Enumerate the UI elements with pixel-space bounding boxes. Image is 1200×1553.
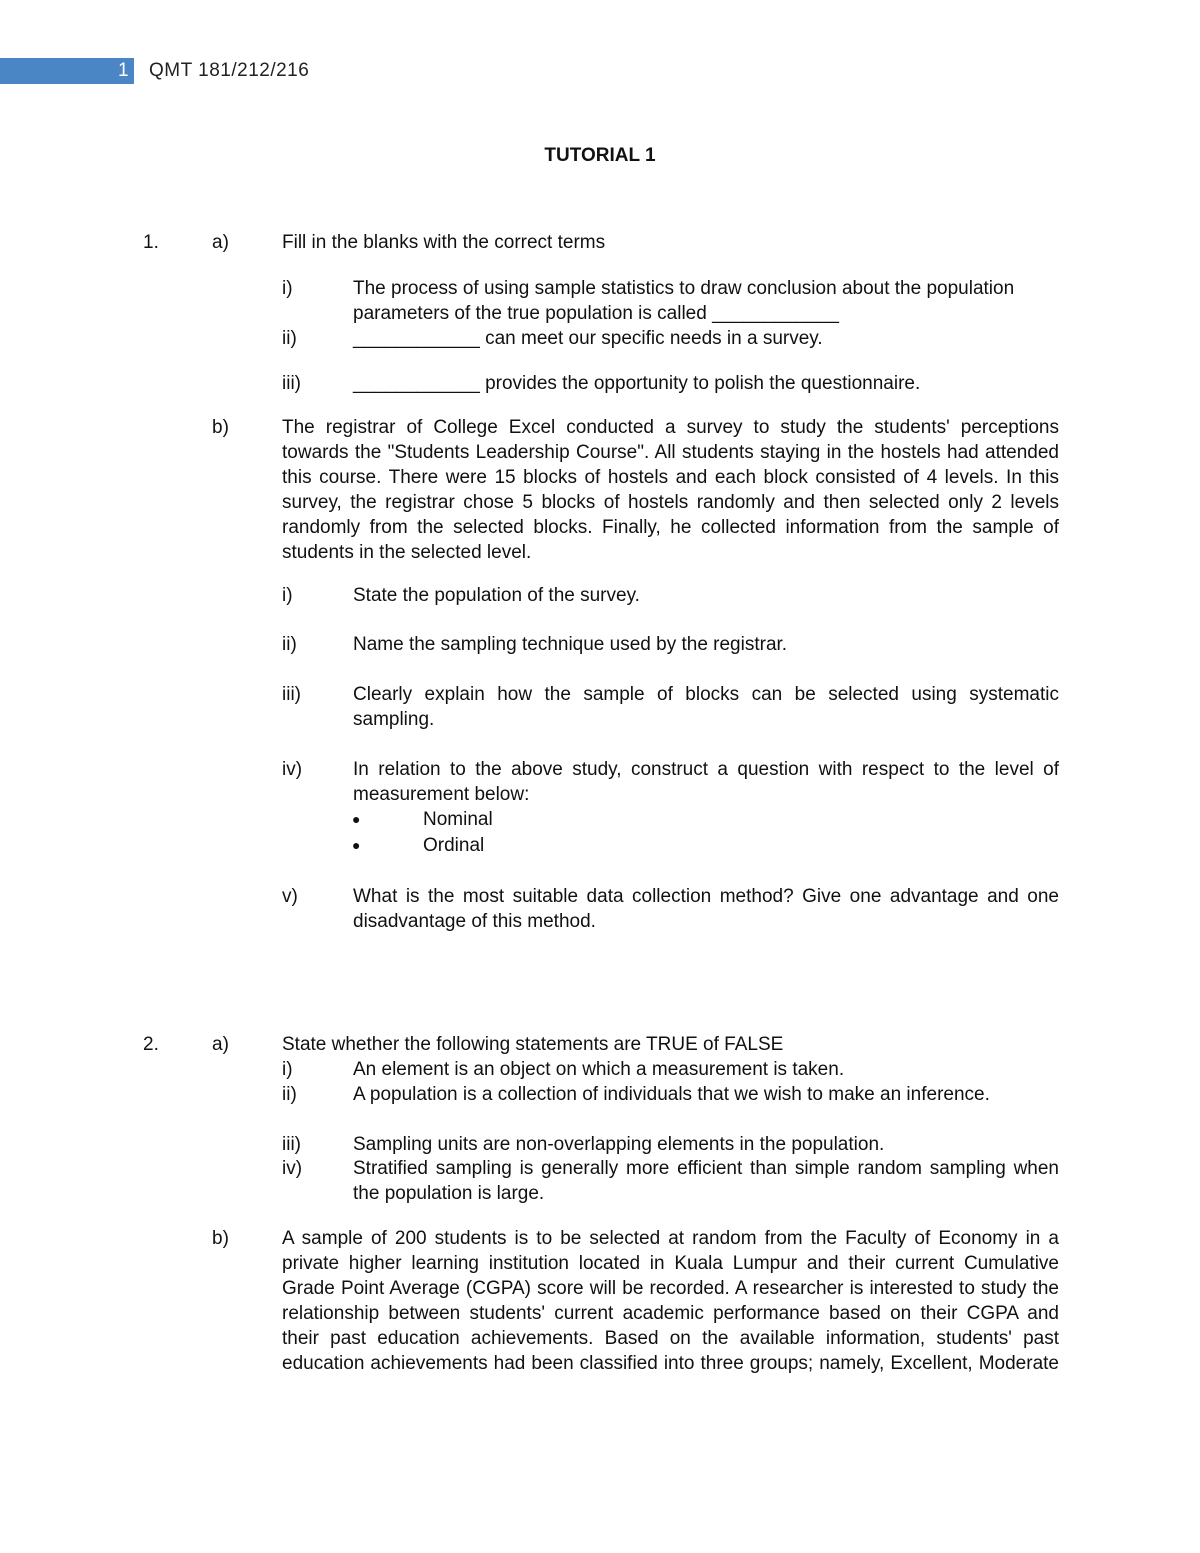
q2a-label: a) bbox=[212, 1034, 229, 1055]
question-2-number: 2. bbox=[143, 1034, 159, 1055]
header-accent-bar bbox=[0, 58, 134, 84]
q1a-label: a) bbox=[212, 232, 229, 253]
q1a-i-text: The process of using sample statistics to draw conclusion about the population parameters of the true population is called ____________ bbox=[353, 278, 1015, 324]
q2b-paragraph: A sample of 200 students is to be selected at random from the Faculty of Economy in a private higher learning institution located in Kuala Lumpur and their current Cumulative Grade Point Average (CGPA) score will be recorded. A researcher is interested to study the relationship between students' current academic performance based on their CGPA and their past education achievements. Based on the available information, students' past education achievements had been classified into three groups; namely, Excellent, Moderate bbox=[282, 1228, 1059, 1374]
bullet-icon: ● bbox=[352, 811, 361, 827]
page-number: 1 bbox=[118, 60, 129, 81]
q2a-i-text: An element is an object on which a measurement is taken. bbox=[353, 1059, 845, 1080]
q1b-iii-label: iii) bbox=[282, 684, 301, 705]
q1b-paragraph: The registrar of College Excel conducted a survey to study the students' perceptions towards the "Students Leadership Course". All students staying in the hostels had attended this course. There were 15 blocks of hostels and each block consisted of 4 levels. In this survey, the registrar chose 5 blocks of hostels randomly and then selected only 2 levels randomly from the selected blocks. Finally, he collected information from the sample of students in the selected level. bbox=[282, 417, 1059, 563]
q2a-iv-text: Stratified sampling is generally more efficient than simple random sampling when the population is large. bbox=[353, 1158, 1059, 1204]
page-header bbox=[0, 58, 1200, 84]
q1a-ii-label: ii) bbox=[282, 328, 297, 349]
page-title: TUTORIAL 1 bbox=[544, 145, 656, 166]
q1a-iii-text: ____________ provides the opportunity to polish the questionnaire. bbox=[353, 373, 921, 394]
question-1-number: 1. bbox=[143, 232, 159, 253]
q1b-label: b) bbox=[212, 417, 229, 438]
q1b-ii-text: Name the sampling technique used by the registrar. bbox=[353, 634, 788, 655]
q2b-label: b) bbox=[212, 1228, 229, 1249]
q2a-i-label: i) bbox=[282, 1059, 293, 1080]
q2a-ii-label: ii) bbox=[282, 1084, 297, 1105]
q1a-ii-text: ____________ can meet our specific needs in a survey. bbox=[353, 328, 823, 349]
course-code: QMT 181/212/216 bbox=[149, 60, 310, 81]
q1b-i-label: i) bbox=[282, 585, 293, 606]
q1b-iv-text: In relation to the above study, construct a question with respect to the level of measurement below: bbox=[353, 759, 1059, 805]
q1b-iv-label: iv) bbox=[282, 759, 303, 780]
q1b-iii-text: Clearly explain how the sample of blocks can be selected using systematic sampling. bbox=[353, 684, 1059, 730]
q2a-iii-label: iii) bbox=[282, 1134, 301, 1155]
q1b-v-text: What is the most suitable data collection method? Give one advantage and one disadvantage of this method. bbox=[353, 886, 1059, 932]
q1a-i-label: i) bbox=[282, 278, 293, 299]
q2a-iii-text: Sampling units are non-overlapping elements in the population. bbox=[353, 1134, 885, 1155]
q2a-ii-text: A population is a collection of individuals that we wish to make an inference. bbox=[353, 1084, 990, 1105]
q1a-iii-label: iii) bbox=[282, 373, 301, 394]
q1b-ii-label: ii) bbox=[282, 634, 297, 655]
bullet-ordinal: Ordinal bbox=[423, 835, 485, 856]
q1b-i-text: State the population of the survey. bbox=[353, 585, 640, 606]
q2a-prompt: State whether the following statements are TRUE of FALSE bbox=[282, 1034, 784, 1055]
bullet-icon: ● bbox=[352, 837, 361, 853]
q1b-v-label: v) bbox=[282, 886, 298, 907]
q1a-prompt: Fill in the blanks with the correct terms bbox=[282, 232, 606, 253]
q2a-iv-label: iv) bbox=[282, 1158, 303, 1179]
bullet-nominal: Nominal bbox=[423, 809, 493, 830]
